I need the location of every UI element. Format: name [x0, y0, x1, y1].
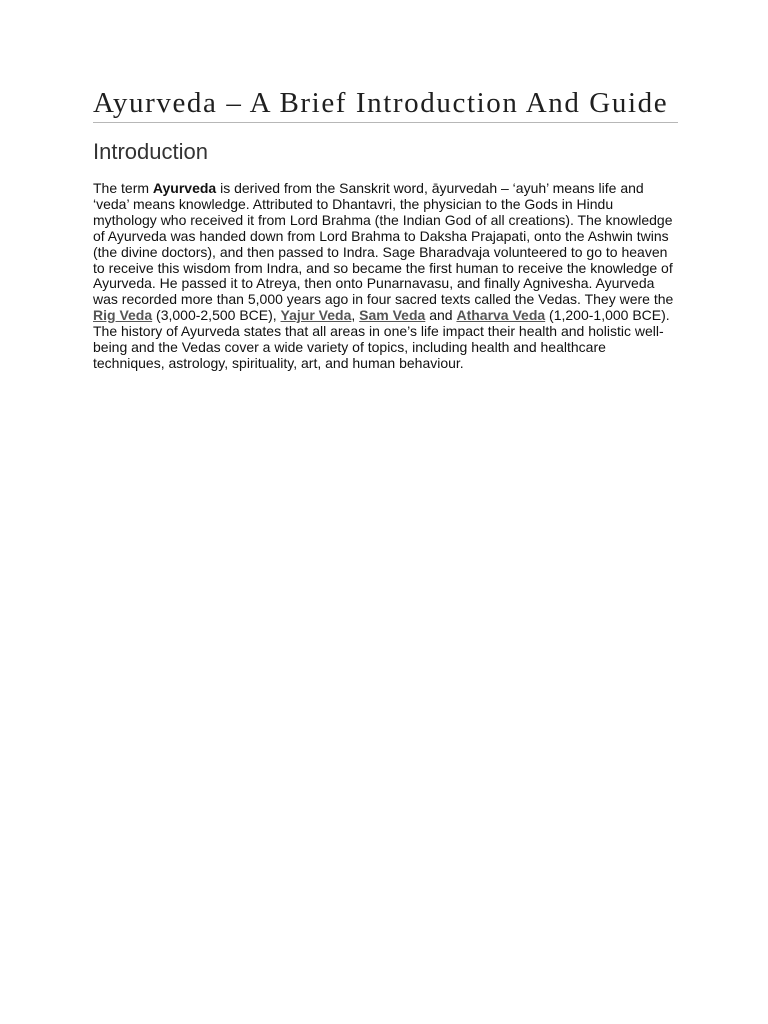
paragraph-text: and — [425, 307, 457, 324]
intro-paragraph — [93, 181, 678, 372]
paragraph-text: is derived from the Sanskrit word, āyurvedah – ‘ayuh’ means life and ‘veda’ means knowledge. Attributed to Dhantavri, the physician to the Gods in Hindu mythology who received it from Lord Brahma (the Indian God of all creations). The knowledge of Ayurveda was handed down from Lord Brahma to Daksha Prajapati, onto the Ashwin twins (the divine doctors), and then passed to Indra. Sage Bharadvaja volunteered to go to heaven to receive this wisdom from Indra, and so became the first human to receive the knowledge of Ayurveda. He passed it to Atreya, then onto Punarnavasu, and finally Agnivesha. Ayurveda was recorded more than 5,000 years ago in four sacred texts called the Vedas. They were the — [93, 180, 674, 308]
paragraph-text: The term — [93, 180, 153, 196]
document-title: Ayurveda – A Brief Introduction And Guide — [93, 86, 678, 123]
link-yajur-veda[interactable]: Yajur Veda — [280, 307, 352, 324]
paragraph-text: , — [351, 307, 360, 324]
document-page — [93, 86, 678, 372]
link-sam-veda[interactable]: Sam Veda — [359, 307, 426, 324]
paragraph-text: (1,200-1,000 BCE). The history of Ayurveda states that all areas in one’s life impact their health and holistic well-being and the Vedas cover a wide variety of topics, including health and healthcare techniques, astrology, spirituality, art, and human behaviour. — [93, 307, 670, 371]
section-heading-introduction: Introduction — [93, 139, 208, 164]
link-rig-veda[interactable]: Rig Veda — [93, 307, 153, 324]
term-ayurveda: Ayurveda — [152, 180, 217, 196]
paragraph-text: (3,000-2,500 BCE), — [152, 307, 281, 324]
link-atharva-veda[interactable]: Atharva Veda — [456, 307, 546, 324]
